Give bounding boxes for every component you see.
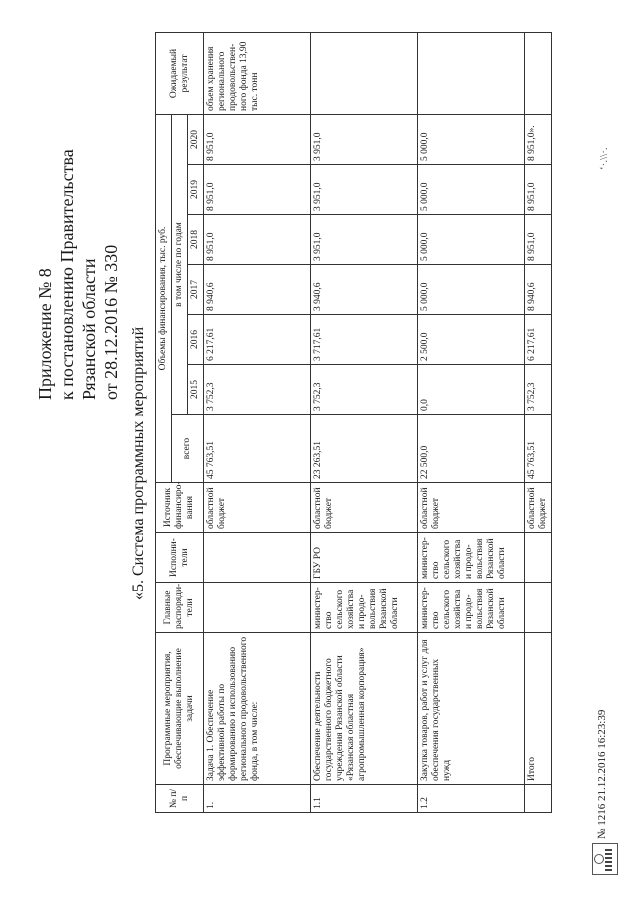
barcode-icon <box>605 849 612 871</box>
cell-year: 8 951,0 <box>204 215 311 265</box>
header-funding: Объемы финансирования, тыс. руб. <box>156 115 172 483</box>
cell-year: 3 752,3 <box>525 365 552 415</box>
cell-manager <box>204 583 311 633</box>
cell-source: областной бюджет <box>418 483 525 533</box>
cell-source: областной бюджет <box>204 483 311 533</box>
cell-manager: министер-ство сельского хозяйства и продо-вольствия Рязанской области <box>311 583 418 633</box>
cell-year: 8 951,0 <box>204 115 311 165</box>
cell-year: 3 717,61 <box>311 315 418 365</box>
cell-num <box>525 785 552 813</box>
cell-manager <box>525 583 552 633</box>
cell-program: Закупка товаров, работ и услуг для обеспечения государственных нужд <box>418 633 525 785</box>
cell-num: 1. <box>204 785 311 813</box>
cell-manager: министер-ство сельского хозяйства и продо-вольствия Рязанской области <box>418 583 525 633</box>
cell-year: 8 951,0». <box>525 115 552 165</box>
cell-result <box>311 33 418 115</box>
header-line4: от 28.12.2016 № 330 <box>101 244 121 400</box>
program-table <box>155 32 552 813</box>
header-line3: Рязанской области <box>79 258 99 400</box>
header-year: 2017 <box>188 265 204 315</box>
header-program: Программные мероприятия, обеспечивающие выполнение задачи <box>156 633 204 785</box>
cell-year: 6 217,61 <box>204 315 311 365</box>
cell-year: 8 951,0 <box>525 165 552 215</box>
table-row <box>418 33 525 813</box>
cell-result <box>418 33 525 115</box>
cell-executor <box>525 533 552 583</box>
header-main-managers: Главные распоряди-тели <box>156 583 204 633</box>
cell-year: 5 000,0 <box>418 265 525 315</box>
table-row <box>311 33 418 813</box>
header-year: 2019 <box>188 165 204 215</box>
document-header <box>34 70 122 400</box>
header-num: № п/п <box>156 785 204 813</box>
table-row-total <box>525 33 552 813</box>
cell-total: 23 263,51 <box>311 415 418 483</box>
cell-year: 5 000,0 <box>418 165 525 215</box>
cell-year: 8 951,0 <box>525 215 552 265</box>
cell-year: 6 217,61 <box>525 315 552 365</box>
header-line1: Приложение № 8 <box>35 268 55 400</box>
cell-total: 45 763,51 <box>525 415 552 483</box>
cell-total: 22 500,0 <box>418 415 525 483</box>
table-row <box>204 33 311 813</box>
header-year: 2016 <box>188 315 204 365</box>
cell-year: 3 951,0 <box>311 215 418 265</box>
cell-executor: министер-ство сельского хозяйства и продо-вольствия Рязанской области <box>418 533 525 583</box>
cell-executor: ГБУ РО <box>311 533 418 583</box>
handwritten-mark: ʻ·.\\·. <box>598 147 610 170</box>
header-by-years: в том числе по годам <box>172 115 188 415</box>
header-year: 2015 <box>188 365 204 415</box>
cell-executor <box>204 533 311 583</box>
cell-year: 2 500,0 <box>418 315 525 365</box>
cell-year: 3 940,6 <box>311 265 418 315</box>
stamp-text: № 1216 21.12.2016 16:23:39 <box>596 709 608 839</box>
header-total: всего <box>172 415 204 483</box>
registration-stamp <box>590 675 620 875</box>
cell-year: 5 000,0 <box>418 215 525 265</box>
cell-num: 1.2 <box>418 785 525 813</box>
cell-year: 8 951,0 <box>204 165 311 215</box>
cell-year: 0,0 <box>418 365 525 415</box>
cell-result <box>525 33 552 115</box>
coat-of-arms-icon <box>592 843 618 875</box>
cell-program: Задача 1. Обеспечение эффективной работы по формированию и использованию регионального продовольственного фонда, в том числе: <box>204 633 311 785</box>
header-sources: Источник финансиро-вания <box>156 483 204 533</box>
header-line2: к постановлению Правительства <box>57 149 77 400</box>
cell-num: 1.1 <box>311 785 418 813</box>
section-title: «5. Система программных мероприятий <box>130 326 147 600</box>
header-year: 2020 <box>188 115 204 165</box>
cell-year: 8 940,6 <box>525 265 552 315</box>
cell-year: 3 752,3 <box>204 365 311 415</box>
cell-program: Итого <box>525 633 552 785</box>
header-executors: Исполни-тели <box>156 533 204 583</box>
table-header-row <box>156 33 172 813</box>
cell-source: областной бюджет <box>525 483 552 533</box>
cell-total: 45 763,51 <box>204 415 311 483</box>
cell-year: 3 752,3 <box>311 365 418 415</box>
cell-program: Обеспечение деятельности государственного бюджетного учреждения Рязанской области «Рязанская областная агропромышленная корпорация» <box>311 633 418 785</box>
cell-year: 3 951,0 <box>311 115 418 165</box>
cell-result: объем хранения регионального продовольствен-ного фонда 13,90 тыс. тонн <box>204 33 311 115</box>
header-result: Ожидаемый результат <box>156 33 204 115</box>
header-year: 2018 <box>188 215 204 265</box>
cell-year: 5 000,0 <box>418 115 525 165</box>
cell-year: 8 940,6 <box>204 265 311 315</box>
cell-year: 3 951,0 <box>311 165 418 215</box>
cell-source: областной бюджет <box>311 483 418 533</box>
